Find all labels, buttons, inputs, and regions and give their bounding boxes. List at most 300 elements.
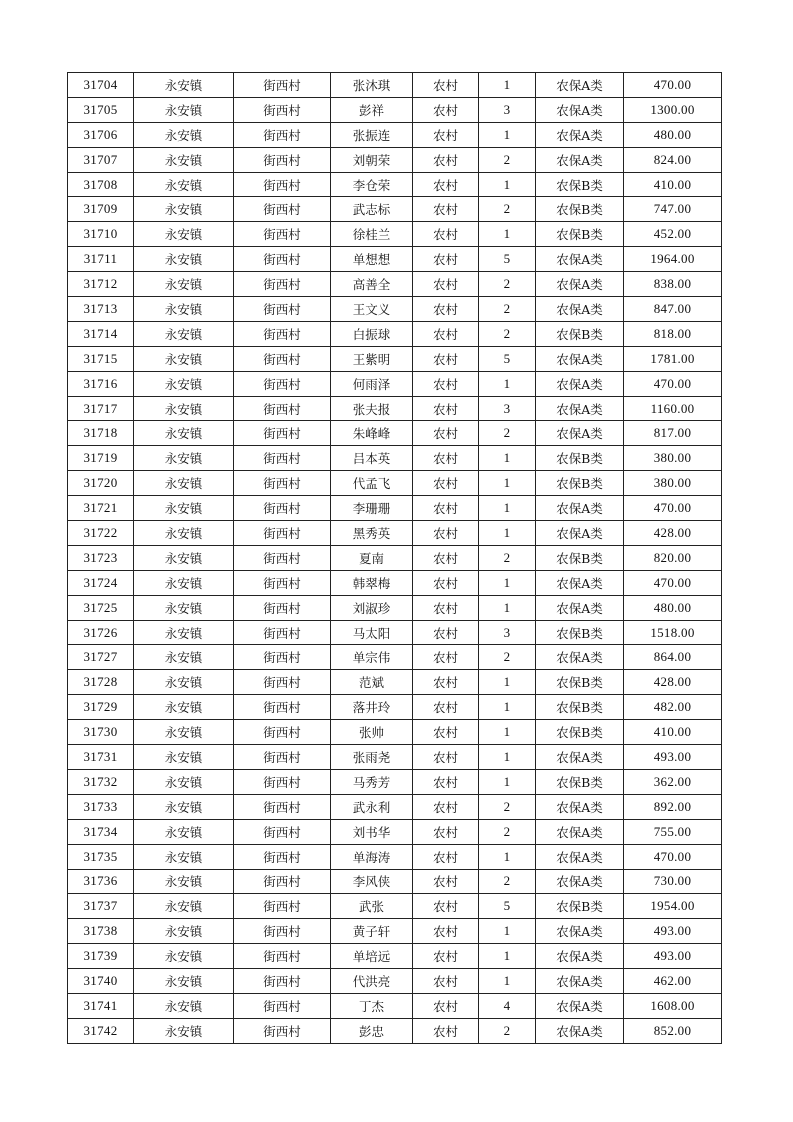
- cell-amount: 838.00: [624, 272, 722, 297]
- cell-name: 刘朝荣: [331, 147, 413, 172]
- cell-village: 街西村: [234, 720, 331, 745]
- table-row: [68, 73, 722, 98]
- cell-member-count: 3: [479, 97, 536, 122]
- cell-household-type: 农村: [413, 1018, 479, 1043]
- cell-town: 永安镇: [134, 695, 234, 720]
- cell-name: 黑秀英: [331, 521, 413, 546]
- cell-household-type: 农村: [413, 844, 479, 869]
- cell-village: 街西村: [234, 545, 331, 570]
- cell-village: 街西村: [234, 521, 331, 546]
- table-row: [68, 521, 722, 546]
- table-row: [68, 396, 722, 421]
- cell-amount: 847.00: [624, 297, 722, 322]
- cell-amount: 730.00: [624, 869, 722, 894]
- cell-town: 永安镇: [134, 496, 234, 521]
- table-row: [68, 944, 722, 969]
- cell-amount: 493.00: [624, 919, 722, 944]
- cell-village: 街西村: [234, 844, 331, 869]
- cell-insurance-category: 农保A类: [536, 645, 624, 670]
- table-row: [68, 919, 722, 944]
- cell-household-type: 农村: [413, 321, 479, 346]
- cell-household-type: 农村: [413, 595, 479, 620]
- cell-town: 永安镇: [134, 446, 234, 471]
- cell-member-count: 5: [479, 247, 536, 272]
- cell-town: 永安镇: [134, 346, 234, 371]
- table-row: [68, 819, 722, 844]
- cell-insurance-category: 农保A类: [536, 73, 624, 98]
- cell-village: 街西村: [234, 993, 331, 1018]
- table-row: [68, 670, 722, 695]
- cell-amount: 470.00: [624, 496, 722, 521]
- cell-town: 永安镇: [134, 197, 234, 222]
- cell-serial-no: 31717: [68, 396, 134, 421]
- cell-amount: 470.00: [624, 570, 722, 595]
- cell-member-count: 2: [479, 869, 536, 894]
- cell-amount: 747.00: [624, 197, 722, 222]
- cell-town: 永安镇: [134, 869, 234, 894]
- cell-household-type: 农村: [413, 695, 479, 720]
- cell-serial-no: 31708: [68, 172, 134, 197]
- cell-member-count: 1: [479, 769, 536, 794]
- cell-name: 王文义: [331, 297, 413, 322]
- cell-serial-no: 31734: [68, 819, 134, 844]
- cell-name: 张雨尧: [331, 745, 413, 770]
- cell-serial-no: 31725: [68, 595, 134, 620]
- cell-household-type: 农村: [413, 993, 479, 1018]
- cell-member-count: 2: [479, 297, 536, 322]
- cell-member-count: 2: [479, 197, 536, 222]
- cell-name: 刘书华: [331, 819, 413, 844]
- cell-serial-no: 31723: [68, 545, 134, 570]
- cell-village: 街西村: [234, 471, 331, 496]
- cell-village: 街西村: [234, 446, 331, 471]
- table-row: [68, 745, 722, 770]
- cell-household-type: 农村: [413, 272, 479, 297]
- cell-member-count: 1: [479, 496, 536, 521]
- cell-serial-no: 31731: [68, 745, 134, 770]
- cell-insurance-category: 农保A类: [536, 919, 624, 944]
- cell-amount: 470.00: [624, 844, 722, 869]
- table-row: [68, 371, 722, 396]
- cell-amount: 480.00: [624, 122, 722, 147]
- cell-serial-no: 31742: [68, 1018, 134, 1043]
- cell-serial-no: 31712: [68, 272, 134, 297]
- cell-town: 永安镇: [134, 969, 234, 994]
- cell-village: 街西村: [234, 769, 331, 794]
- cell-member-count: 1: [479, 919, 536, 944]
- cell-name: 张沐琪: [331, 73, 413, 98]
- cell-insurance-category: 农保B类: [536, 620, 624, 645]
- cell-serial-no: 31714: [68, 321, 134, 346]
- cell-village: 街西村: [234, 496, 331, 521]
- cell-town: 永安镇: [134, 421, 234, 446]
- cell-town: 永安镇: [134, 769, 234, 794]
- cell-amount: 820.00: [624, 545, 722, 570]
- cell-town: 永安镇: [134, 73, 234, 98]
- cell-village: 街西村: [234, 396, 331, 421]
- cell-name: 朱峰峰: [331, 421, 413, 446]
- cell-amount: 1518.00: [624, 620, 722, 645]
- cell-household-type: 农村: [413, 919, 479, 944]
- cell-town: 永安镇: [134, 371, 234, 396]
- cell-name: 丁杰: [331, 993, 413, 1018]
- cell-household-type: 农村: [413, 396, 479, 421]
- cell-serial-no: 31705: [68, 97, 134, 122]
- cell-amount: 482.00: [624, 695, 722, 720]
- cell-insurance-category: 农保B类: [536, 197, 624, 222]
- cell-member-count: 3: [479, 620, 536, 645]
- cell-household-type: 农村: [413, 297, 479, 322]
- cell-member-count: 2: [479, 1018, 536, 1043]
- cell-town: 永安镇: [134, 993, 234, 1018]
- cell-member-count: 5: [479, 894, 536, 919]
- cell-village: 街西村: [234, 122, 331, 147]
- cell-amount: 1781.00: [624, 346, 722, 371]
- cell-insurance-category: 农保A类: [536, 371, 624, 396]
- cell-amount: 1160.00: [624, 396, 722, 421]
- cell-village: 街西村: [234, 695, 331, 720]
- cell-insurance-category: 农保B类: [536, 545, 624, 570]
- table-row: [68, 421, 722, 446]
- cell-household-type: 农村: [413, 670, 479, 695]
- cell-village: 街西村: [234, 869, 331, 894]
- cell-serial-no: 31730: [68, 720, 134, 745]
- cell-insurance-category: 农保A类: [536, 147, 624, 172]
- cell-member-count: 1: [479, 745, 536, 770]
- cell-serial-no: 31718: [68, 421, 134, 446]
- cell-town: 永安镇: [134, 272, 234, 297]
- cell-serial-no: 31726: [68, 620, 134, 645]
- table-row: [68, 545, 722, 570]
- cell-name: 韩翠梅: [331, 570, 413, 595]
- cell-village: 街西村: [234, 645, 331, 670]
- table-row: [68, 222, 722, 247]
- cell-amount: 410.00: [624, 720, 722, 745]
- cell-village: 街西村: [234, 172, 331, 197]
- cell-village: 街西村: [234, 247, 331, 272]
- cell-member-count: 2: [479, 272, 536, 297]
- cell-insurance-category: 农保A类: [536, 122, 624, 147]
- cell-household-type: 农村: [413, 545, 479, 570]
- cell-name: 单想想: [331, 247, 413, 272]
- table-row: [68, 1018, 722, 1043]
- cell-serial-no: 31739: [68, 944, 134, 969]
- cell-town: 永安镇: [134, 222, 234, 247]
- cell-village: 街西村: [234, 819, 331, 844]
- cell-amount: 493.00: [624, 944, 722, 969]
- cell-town: 永安镇: [134, 720, 234, 745]
- cell-household-type: 农村: [413, 496, 479, 521]
- cell-member-count: 1: [479, 371, 536, 396]
- cell-insurance-category: 农保B类: [536, 446, 624, 471]
- cell-household-type: 农村: [413, 346, 479, 371]
- cell-town: 永安镇: [134, 396, 234, 421]
- cell-amount: 824.00: [624, 147, 722, 172]
- cell-serial-no: 31719: [68, 446, 134, 471]
- cell-name: 范斌: [331, 670, 413, 695]
- table-row: [68, 197, 722, 222]
- cell-name: 武张: [331, 894, 413, 919]
- cell-insurance-category: 农保A类: [536, 521, 624, 546]
- cell-name: 张帅: [331, 720, 413, 745]
- table-row: [68, 570, 722, 595]
- cell-town: 永安镇: [134, 297, 234, 322]
- cell-household-type: 农村: [413, 645, 479, 670]
- cell-insurance-category: 农保A类: [536, 97, 624, 122]
- cell-serial-no: 31704: [68, 73, 134, 98]
- cell-insurance-category: 农保A类: [536, 944, 624, 969]
- cell-serial-no: 31740: [68, 969, 134, 994]
- cell-serial-no: 31732: [68, 769, 134, 794]
- cell-member-count: 2: [479, 421, 536, 446]
- cell-village: 街西村: [234, 73, 331, 98]
- cell-town: 永安镇: [134, 620, 234, 645]
- cell-member-count: 2: [479, 645, 536, 670]
- cell-village: 街西村: [234, 371, 331, 396]
- cell-village: 街西村: [234, 297, 331, 322]
- cell-town: 永安镇: [134, 122, 234, 147]
- cell-town: 永安镇: [134, 545, 234, 570]
- table-row: [68, 894, 722, 919]
- cell-serial-no: 31716: [68, 371, 134, 396]
- table-row: [68, 595, 722, 620]
- table-row: [68, 97, 722, 122]
- cell-name: 彭祥: [331, 97, 413, 122]
- cell-insurance-category: 农保B类: [536, 670, 624, 695]
- cell-member-count: 3: [479, 396, 536, 421]
- cell-village: 街西村: [234, 794, 331, 819]
- cell-village: 街西村: [234, 197, 331, 222]
- cell-serial-no: 31709: [68, 197, 134, 222]
- cell-member-count: 1: [479, 570, 536, 595]
- cell-household-type: 农村: [413, 421, 479, 446]
- cell-insurance-category: 农保A类: [536, 595, 624, 620]
- cell-insurance-category: 农保A类: [536, 247, 624, 272]
- cell-serial-no: 31729: [68, 695, 134, 720]
- cell-household-type: 农村: [413, 446, 479, 471]
- cell-serial-no: 31721: [68, 496, 134, 521]
- cell-village: 街西村: [234, 620, 331, 645]
- cell-member-count: 2: [479, 321, 536, 346]
- cell-serial-no: 31711: [68, 247, 134, 272]
- cell-household-type: 农村: [413, 97, 479, 122]
- cell-amount: 462.00: [624, 969, 722, 994]
- cell-serial-no: 31735: [68, 844, 134, 869]
- cell-serial-no: 31727: [68, 645, 134, 670]
- table-row: [68, 247, 722, 272]
- cell-amount: 892.00: [624, 794, 722, 819]
- cell-insurance-category: 农保A类: [536, 1018, 624, 1043]
- cell-town: 永安镇: [134, 1018, 234, 1043]
- cell-insurance-category: 农保A类: [536, 993, 624, 1018]
- cell-household-type: 农村: [413, 371, 479, 396]
- table-row: [68, 794, 722, 819]
- cell-insurance-category: 农保A类: [536, 570, 624, 595]
- cell-insurance-category: 农保A类: [536, 869, 624, 894]
- cell-household-type: 农村: [413, 944, 479, 969]
- table-row: [68, 297, 722, 322]
- table-row: [68, 720, 722, 745]
- cell-member-count: 1: [479, 844, 536, 869]
- cell-name: 李风侠: [331, 869, 413, 894]
- cell-village: 街西村: [234, 894, 331, 919]
- cell-town: 永安镇: [134, 595, 234, 620]
- cell-name: 黄子轩: [331, 919, 413, 944]
- table-row: [68, 620, 722, 645]
- cell-town: 永安镇: [134, 172, 234, 197]
- cell-insurance-category: 农保A类: [536, 794, 624, 819]
- cell-serial-no: 31728: [68, 670, 134, 695]
- cell-name: 高善全: [331, 272, 413, 297]
- cell-name: 何雨泽: [331, 371, 413, 396]
- cell-village: 街西村: [234, 944, 331, 969]
- cell-name: 王紫明: [331, 346, 413, 371]
- cell-name: 单宗伟: [331, 645, 413, 670]
- cell-serial-no: 31736: [68, 869, 134, 894]
- cell-amount: 428.00: [624, 670, 722, 695]
- cell-household-type: 农村: [413, 73, 479, 98]
- cell-village: 街西村: [234, 272, 331, 297]
- cell-insurance-category: 农保A类: [536, 346, 624, 371]
- cell-household-type: 农村: [413, 969, 479, 994]
- cell-town: 永安镇: [134, 844, 234, 869]
- cell-name: 单培远: [331, 944, 413, 969]
- cell-insurance-category: 农保A类: [536, 297, 624, 322]
- cell-town: 永安镇: [134, 745, 234, 770]
- cell-member-count: 1: [479, 670, 536, 695]
- cell-household-type: 农村: [413, 819, 479, 844]
- cell-name: 李珊珊: [331, 496, 413, 521]
- cell-amount: 470.00: [624, 73, 722, 98]
- cell-member-count: 2: [479, 819, 536, 844]
- cell-serial-no: 31713: [68, 297, 134, 322]
- cell-insurance-category: 农保B类: [536, 172, 624, 197]
- cell-name: 武永利: [331, 794, 413, 819]
- data-table: [67, 72, 722, 1044]
- cell-serial-no: 31733: [68, 794, 134, 819]
- cell-name: 马太阳: [331, 620, 413, 645]
- cell-name: 白振球: [331, 321, 413, 346]
- cell-household-type: 农村: [413, 570, 479, 595]
- cell-amount: 1964.00: [624, 247, 722, 272]
- cell-name: 徐桂兰: [331, 222, 413, 247]
- cell-insurance-category: 农保B类: [536, 222, 624, 247]
- cell-town: 永安镇: [134, 944, 234, 969]
- table-row: [68, 695, 722, 720]
- table-row: [68, 172, 722, 197]
- cell-amount: 1300.00: [624, 97, 722, 122]
- cell-name: 武志标: [331, 197, 413, 222]
- table-row: [68, 969, 722, 994]
- cell-village: 街西村: [234, 1018, 331, 1043]
- cell-household-type: 农村: [413, 147, 479, 172]
- cell-insurance-category: 农保B类: [536, 695, 624, 720]
- table-body: [68, 73, 722, 1044]
- cell-member-count: 1: [479, 695, 536, 720]
- cell-household-type: 农村: [413, 745, 479, 770]
- cell-serial-no: 31720: [68, 471, 134, 496]
- cell-village: 街西村: [234, 969, 331, 994]
- cell-member-count: 1: [479, 446, 536, 471]
- cell-member-count: 1: [479, 73, 536, 98]
- cell-member-count: 1: [479, 720, 536, 745]
- table-row: [68, 496, 722, 521]
- cell-town: 永安镇: [134, 645, 234, 670]
- cell-village: 街西村: [234, 222, 331, 247]
- cell-insurance-category: 农保A类: [536, 272, 624, 297]
- cell-amount: 817.00: [624, 421, 722, 446]
- cell-amount: 864.00: [624, 645, 722, 670]
- cell-town: 永安镇: [134, 321, 234, 346]
- table-row: [68, 147, 722, 172]
- cell-village: 街西村: [234, 745, 331, 770]
- cell-insurance-category: 农保A类: [536, 496, 624, 521]
- cell-amount: 1954.00: [624, 894, 722, 919]
- table-row: [68, 446, 722, 471]
- cell-name: 马秀芳: [331, 769, 413, 794]
- cell-serial-no: 31741: [68, 993, 134, 1018]
- cell-serial-no: 31715: [68, 346, 134, 371]
- cell-household-type: 农村: [413, 620, 479, 645]
- cell-serial-no: 31722: [68, 521, 134, 546]
- cell-amount: 480.00: [624, 595, 722, 620]
- cell-village: 街西村: [234, 670, 331, 695]
- cell-amount: 380.00: [624, 471, 722, 496]
- cell-household-type: 农村: [413, 471, 479, 496]
- cell-household-type: 农村: [413, 794, 479, 819]
- cell-serial-no: 31737: [68, 894, 134, 919]
- cell-name: 代孟飞: [331, 471, 413, 496]
- cell-town: 永安镇: [134, 670, 234, 695]
- cell-member-count: 1: [479, 471, 536, 496]
- table-row: [68, 993, 722, 1018]
- cell-amount: 852.00: [624, 1018, 722, 1043]
- cell-household-type: 农村: [413, 247, 479, 272]
- cell-member-count: 1: [479, 595, 536, 620]
- cell-town: 永安镇: [134, 147, 234, 172]
- cell-name: 吕本英: [331, 446, 413, 471]
- cell-household-type: 农村: [413, 122, 479, 147]
- cell-household-type: 农村: [413, 222, 479, 247]
- table-row: [68, 346, 722, 371]
- table-row: [68, 272, 722, 297]
- cell-town: 永安镇: [134, 471, 234, 496]
- cell-amount: 410.00: [624, 172, 722, 197]
- cell-amount: 818.00: [624, 321, 722, 346]
- cell-town: 永安镇: [134, 919, 234, 944]
- cell-member-count: 1: [479, 521, 536, 546]
- cell-village: 街西村: [234, 919, 331, 944]
- cell-name: 张振连: [331, 122, 413, 147]
- cell-amount: 362.00: [624, 769, 722, 794]
- cell-name: 代洪亮: [331, 969, 413, 994]
- cell-insurance-category: 农保A类: [536, 745, 624, 770]
- cell-member-count: 2: [479, 545, 536, 570]
- cell-insurance-category: 农保A类: [536, 396, 624, 421]
- cell-village: 街西村: [234, 595, 331, 620]
- cell-insurance-category: 农保B类: [536, 471, 624, 496]
- cell-amount: 452.00: [624, 222, 722, 247]
- cell-insurance-category: 农保A类: [536, 844, 624, 869]
- cell-member-count: 5: [479, 346, 536, 371]
- cell-name: 刘淑珍: [331, 595, 413, 620]
- cell-household-type: 农村: [413, 720, 479, 745]
- cell-insurance-category: 农保B类: [536, 321, 624, 346]
- cell-village: 街西村: [234, 346, 331, 371]
- cell-household-type: 农村: [413, 869, 479, 894]
- cell-insurance-category: 农保A类: [536, 819, 624, 844]
- cell-name: 夏南: [331, 545, 413, 570]
